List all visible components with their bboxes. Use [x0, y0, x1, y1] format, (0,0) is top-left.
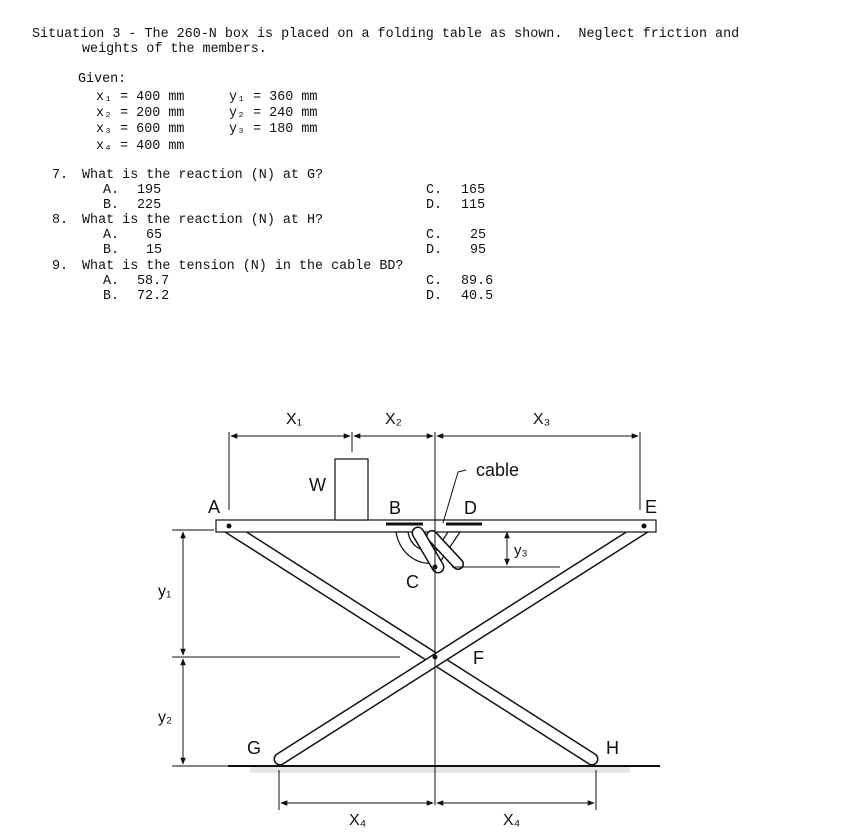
q8-choice-b-letter: B. [103, 243, 120, 258]
label-cable: cable [476, 460, 520, 480]
intro-line-1: Situation 3 - The 260-N box is placed on a folding table as shown. Neglect friction and [32, 27, 740, 42]
q9-choice-c-letter: C. [426, 274, 443, 289]
label-e: E [645, 497, 658, 517]
q9-choice-c-value: 89.6 [461, 274, 494, 289]
q9-choice-a-letter: A. [103, 274, 120, 289]
given-y2: y₂ = 240 mm [229, 106, 318, 121]
intro-line-2: weights of the members. [82, 42, 267, 57]
q8-choice-a-value: 65 [146, 228, 163, 243]
given-x4: x₄ = 400 mm [96, 139, 185, 154]
cable-line [443, 470, 466, 523]
label-a: A [208, 497, 221, 517]
question-7-number: 7. [52, 168, 69, 183]
q7-choice-c-letter: C. [426, 183, 443, 198]
given-x2: x₂ = 200 mm [96, 106, 185, 121]
label-g: G [247, 738, 262, 758]
q7-choice-b-value: 225 [137, 198, 162, 213]
q8-choice-d-letter: D. [426, 243, 443, 258]
question-8-number: 8. [52, 213, 69, 228]
label-x1: X₁ [286, 411, 303, 428]
table-top [216, 520, 656, 532]
label-h: H [606, 738, 619, 758]
label-x4-right: X₄ [503, 812, 521, 829]
question-7-text: What is the reaction (N) at G? [82, 168, 324, 183]
label-x2: X₂ [385, 411, 402, 428]
question-8-text: What is the reaction (N) at H? [82, 213, 324, 228]
pin-e [642, 524, 647, 529]
given-y3: y₃ = 180 mm [229, 122, 318, 137]
q7-choice-d-letter: D. [426, 198, 443, 213]
given-heading: Given: [78, 72, 127, 87]
q8-choice-b-value: 15 [146, 243, 163, 258]
q9-choice-a-value: 58.7 [137, 274, 170, 289]
q8-choice-a-letter: A. [103, 228, 120, 243]
label-x4-left: X₄ [349, 812, 367, 829]
given-x1: x₁ = 400 mm [96, 90, 185, 105]
question-9-number: 9. [52, 259, 69, 274]
ground-hatch [250, 767, 630, 773]
q8-choice-c-value: 25 [470, 228, 487, 243]
q8-choice-c-letter: C. [426, 228, 443, 243]
label-w: W [309, 475, 326, 495]
q7-choice-c-value: 165 [461, 183, 486, 198]
label-y2: y₂ [158, 709, 173, 726]
label-c: C [406, 572, 419, 592]
label-x3: X₃ [533, 411, 551, 428]
q9-choice-d-letter: D. [426, 289, 443, 304]
leg-ah [228, 527, 592, 759]
label-d: D [464, 498, 477, 518]
q7-choice-d-value: 115 [461, 198, 486, 213]
label-y3: y₃ [514, 542, 528, 559]
q9-choice-d-value: 40.5 [461, 289, 494, 304]
q7-choice-b-letter: B. [103, 198, 120, 213]
q7-choice-a-value: 195 [137, 183, 162, 198]
pin-a [227, 524, 232, 529]
box-w [335, 459, 368, 520]
q9-choice-b-letter: B. [103, 289, 120, 304]
label-f: F [473, 648, 484, 668]
q9-choice-b-value: 72.2 [137, 289, 170, 304]
given-x3: x₃ = 600 mm [96, 122, 185, 137]
q7-choice-a-letter: A. [103, 183, 120, 198]
q8-choice-d-value: 95 [470, 243, 487, 258]
label-y1: y₁ [158, 583, 172, 600]
label-b: B [389, 498, 402, 518]
question-9-text: What is the tension (N) in the cable BD? [82, 259, 404, 274]
given-y1: y₁ = 360 mm [229, 90, 318, 105]
